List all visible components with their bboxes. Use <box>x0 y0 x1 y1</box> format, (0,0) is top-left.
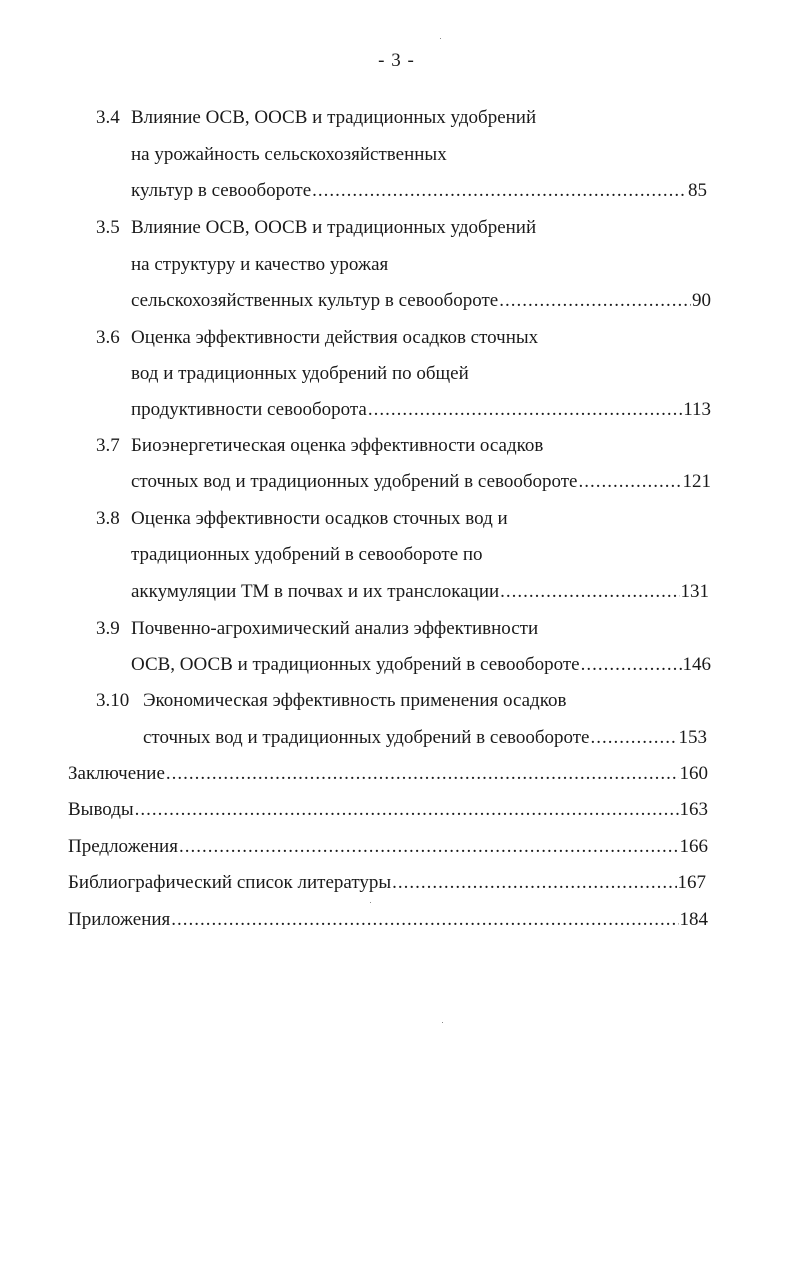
toc-section-appendices[interactable] <box>68 908 708 932</box>
dot-leader <box>166 762 679 786</box>
section-title: Приложения <box>68 909 171 930</box>
entry-title-last-line: аккумуляции ТМ в почвах и их транслокации <box>131 581 500 602</box>
scan-speck <box>442 1022 443 1023</box>
dot-leader <box>171 908 678 932</box>
entry-title-last-line: продуктивности севооборота <box>131 399 367 420</box>
dot-leader <box>591 726 678 750</box>
entry-number-3-7: 3.7 <box>96 435 120 456</box>
entry-number-3-4: 3.4 <box>96 107 120 128</box>
entry-title-line: на структуру и качество урожая <box>131 254 389 275</box>
entry-title-last-line: культур в севообороте <box>131 180 312 201</box>
dot-leader <box>135 798 679 822</box>
section-page-number: 163 <box>679 799 708 820</box>
toc-entry-3-10[interactable] <box>143 726 707 750</box>
toc-entry-3-7[interactable] <box>131 470 711 494</box>
entry-title-last-line: сельскохозяйственных культур в севообороте <box>131 290 499 311</box>
entry-page-number: 90 <box>692 290 711 311</box>
toc-entry-3-9[interactable] <box>131 653 711 677</box>
entry-title-line: Экономическая эффективность применения осадков <box>143 690 567 711</box>
toc-section-findings[interactable] <box>68 798 708 822</box>
entry-title-line: Биоэнергетическая оценка эффективности осадков <box>131 435 544 456</box>
toc-entry-3-5[interactable] <box>131 289 711 313</box>
section-title: Предложения <box>68 836 178 857</box>
scan-speck <box>370 902 371 903</box>
dot-leader <box>312 179 687 203</box>
toc-entry-3-4[interactable] <box>131 179 707 203</box>
dot-leader <box>581 653 682 677</box>
scan-speck <box>440 38 441 39</box>
entry-title-last-line: сточных вод и традиционных удобрений в севообороте <box>131 471 578 492</box>
entry-title-line: Оценка эффективности осадков сточных вод и <box>131 508 508 529</box>
entry-number-3-5: 3.5 <box>96 217 120 238</box>
entry-title-line: традиционных удобрений в севообороте по <box>131 544 483 565</box>
entry-number-3-8: 3.8 <box>96 508 120 529</box>
toc-section-bibliography[interactable] <box>68 871 706 895</box>
dot-leader <box>368 398 682 422</box>
toc-entry-3-8[interactable] <box>131 580 709 604</box>
entry-page-number: 131 <box>680 581 709 602</box>
entry-title-line: на урожайность сельскохозяйственных <box>131 144 447 165</box>
section-title: Заключение <box>68 763 165 784</box>
section-page-number: 184 <box>679 909 708 930</box>
section-title: Выводы <box>68 799 134 820</box>
dot-leader <box>499 289 691 313</box>
entry-title-last-line: сточных вод и традиционных удобрений в севообороте <box>143 727 590 748</box>
toc-section-proposals[interactable] <box>68 835 708 859</box>
entry-page-number: 113 <box>683 399 711 420</box>
page-number: - 3 - <box>378 50 415 71</box>
entry-title-line: вод и традиционных удобрений по общей <box>131 363 469 384</box>
dot-leader <box>392 871 676 895</box>
entry-page-number: 153 <box>678 727 707 748</box>
entry-title-line: Влияние ОСВ, ООСВ и традиционных удобрений <box>131 107 537 128</box>
section-page-number: 160 <box>679 763 708 784</box>
entry-title-last-line: ОСВ, ООСВ и традиционных удобрений в севообороте <box>131 654 580 675</box>
entry-number-3-6: 3.6 <box>96 327 120 348</box>
toc-entry-3-6[interactable] <box>131 398 711 422</box>
entry-page-number: 121 <box>682 471 711 492</box>
entry-title-line: Почвенно-агрохимический анализ эффективности <box>131 618 539 639</box>
section-title: Библиографический список литературы <box>68 872 392 893</box>
entry-title-line: Влияние ОСВ, ООСВ и традиционных удобрений <box>131 217 537 238</box>
section-page-number: 166 <box>679 836 708 857</box>
entry-number-3-10: 3.10 <box>96 690 130 711</box>
dot-leader <box>179 835 679 859</box>
dot-leader <box>500 580 679 604</box>
entry-page-number: 146 <box>682 654 711 675</box>
toc-section-conclusion[interactable] <box>68 762 708 786</box>
section-page-number: 167 <box>677 872 706 893</box>
entry-number-3-9: 3.9 <box>96 618 120 639</box>
entry-title-line: Оценка эффективности действия осадков сточных <box>131 327 539 348</box>
dot-leader <box>579 470 682 494</box>
entry-page-number: 85 <box>688 180 707 201</box>
